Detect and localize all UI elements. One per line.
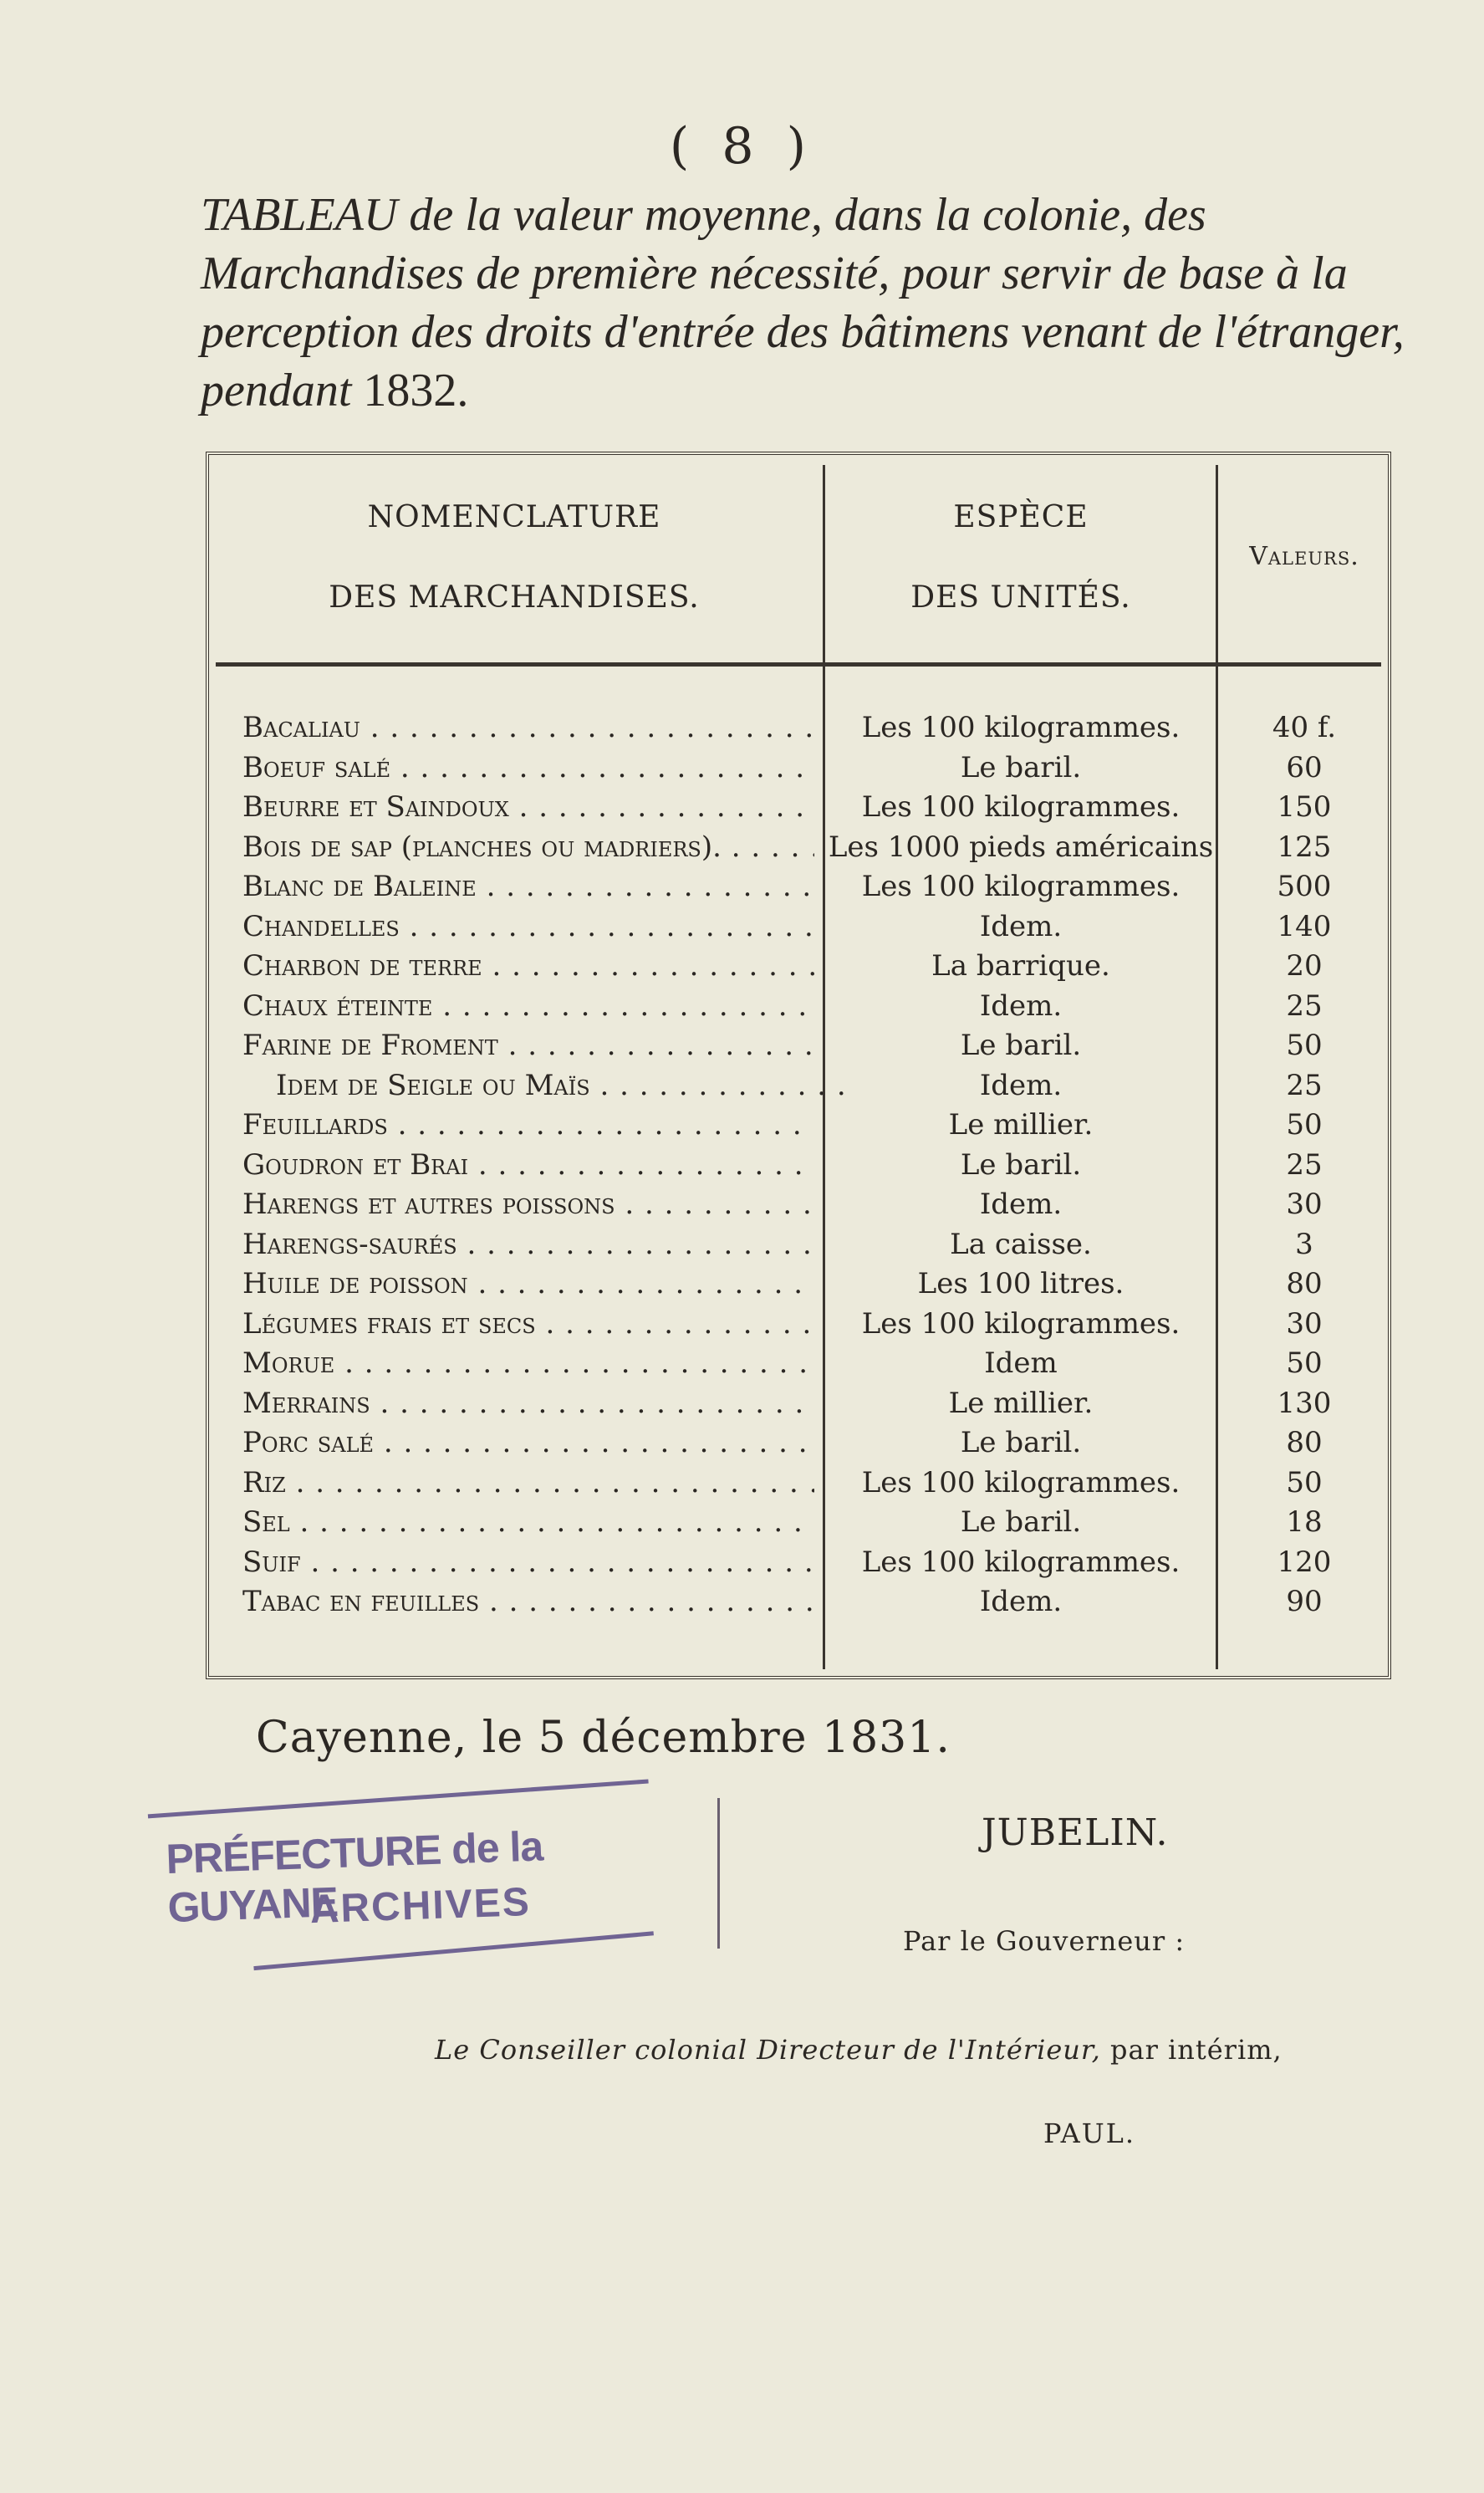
value-cell: 50 xyxy=(1286,1108,1323,1142)
value-cell: 25 xyxy=(1286,989,1323,1023)
value-cell: 20 xyxy=(1286,949,1323,983)
merchandise-name: Chaux éteinte . . . xyxy=(242,989,814,1023)
unit-cell: Idem. xyxy=(979,1068,1063,1102)
value-cell: 125 xyxy=(1277,830,1332,864)
unit-cell: La barrique. xyxy=(931,949,1110,983)
table-row xyxy=(0,751,1484,791)
table-row xyxy=(0,989,1484,1029)
value-cell: 40 f. xyxy=(1272,711,1337,744)
unit-cell: Idem. xyxy=(979,1585,1063,1618)
header-marchandises: DES MARCHANDISES. xyxy=(329,580,700,615)
unit-cell: Les 1000 pieds américains xyxy=(828,830,1214,864)
table-row xyxy=(0,1545,1484,1586)
table-row xyxy=(0,711,1484,751)
unit-cell: Les 100 litres. xyxy=(917,1267,1124,1300)
merchandise-name: Bacaliau . . . xyxy=(242,711,814,744)
value-cell: 25 xyxy=(1286,1068,1323,1102)
unit-cell: Le millier. xyxy=(948,1108,1094,1142)
table-row xyxy=(0,1267,1484,1307)
table-row xyxy=(0,1188,1484,1228)
unit-cell: Idem. xyxy=(979,989,1063,1023)
stamp-line-prefecture: PRÉFECTURE de la GUYANE xyxy=(165,1822,544,1932)
merchandise-name: Huile de poisson . . . xyxy=(242,1267,814,1300)
conseiller-interim: par intérim, xyxy=(1110,2034,1283,2066)
table-row xyxy=(0,1307,1484,1347)
unit-cell: Les 100 kilogrammes. xyxy=(861,790,1181,824)
unit-cell: Le baril. xyxy=(960,1029,1082,1062)
unit-cell: Les 100 kilogrammes. xyxy=(861,1545,1181,1579)
unit-cell: Le baril. xyxy=(960,1147,1082,1182)
header-espece: ESPÈCE xyxy=(953,500,1089,534)
second-signer: PAUL. xyxy=(1043,2118,1136,2149)
value-cell: 140 xyxy=(1277,909,1332,943)
unit-cell: Le baril. xyxy=(960,1505,1082,1539)
table-row xyxy=(0,1029,1484,1069)
header-rule xyxy=(216,662,1381,667)
table-row xyxy=(0,1466,1484,1506)
merchandise-name: Bois de sap (planches ou madriers). . . . xyxy=(242,830,814,864)
table-row xyxy=(0,1585,1484,1625)
merchandise-name: Blanc de Baleine . . . xyxy=(242,870,814,903)
table-row xyxy=(0,790,1484,830)
merchandise-name: Farine de Froment . . . xyxy=(242,1029,814,1062)
table-row xyxy=(0,910,1484,950)
merchandise-name: Merrains . . . xyxy=(242,1387,814,1420)
unit-cell: Idem. xyxy=(979,1188,1063,1221)
header-nomenclature: NOMENCLATURE xyxy=(367,500,661,534)
page-number: ( 8 ) xyxy=(669,117,815,176)
unit-cell: Les 100 kilogrammes. xyxy=(861,711,1181,744)
value-cell: 50 xyxy=(1286,1346,1323,1380)
unit-cell: Le baril. xyxy=(960,750,1082,784)
value-cell: 3 xyxy=(1295,1227,1313,1261)
unit-cell: Idem. xyxy=(979,909,1063,943)
page-title xyxy=(201,186,1405,420)
value-cell: 60 xyxy=(1286,750,1323,784)
table-row xyxy=(0,1148,1484,1188)
merchandise-name: Idem de Seigle ou Maïs . . . xyxy=(276,1069,848,1102)
unit-cell: La caisse. xyxy=(950,1227,1092,1261)
stamp-rule xyxy=(253,1931,654,1970)
value-cell: 90 xyxy=(1286,1585,1323,1618)
par-le-gouverneur: Par le Gouverneur : xyxy=(903,1925,1186,1957)
value-cell: 50 xyxy=(1286,1465,1323,1499)
unit-cell: Les 100 kilogrammes. xyxy=(861,870,1181,903)
table-row xyxy=(0,830,1484,871)
table-row xyxy=(0,1387,1484,1427)
unit-cell: Les 100 kilogrammes. xyxy=(861,1306,1181,1341)
merchandise-name: Légumes frais et secs . . . xyxy=(242,1307,814,1341)
unit-cell: Les 100 kilogrammes. xyxy=(861,1465,1181,1499)
value-cell: 150 xyxy=(1277,790,1332,824)
table-row xyxy=(0,1108,1484,1148)
unit-cell: Le baril. xyxy=(960,1426,1082,1459)
merchandise-name: Harengs-saurés . . . xyxy=(242,1228,814,1261)
merchandise-name: Harengs et autres poissons . . . xyxy=(242,1188,814,1221)
archive-stamp xyxy=(130,1787,688,1990)
signer-name: JUBELIN. xyxy=(982,1811,1169,1854)
table-row xyxy=(0,870,1484,910)
value-cell: 130 xyxy=(1277,1386,1332,1420)
title-text: TABLEAU de la valeur moyenne, dans la colonie, des Marchandises de première nécessité, pour servir de base à la perception des droits d'entrée des bâtimens venant de l'étranger, pendant xyxy=(201,189,1405,416)
value-cell: 80 xyxy=(1286,1267,1323,1300)
unit-cell: Idem xyxy=(984,1346,1058,1380)
value-cell: 80 xyxy=(1286,1426,1323,1459)
header-unites: DES UNITÉS. xyxy=(910,580,1131,615)
merchandise-name: Goudron et Brai . . . xyxy=(242,1148,814,1182)
value-cell: 30 xyxy=(1286,1188,1323,1221)
merchandise-name: Riz . . . xyxy=(242,1466,814,1499)
merchandise-name: Boeuf salé . . . xyxy=(242,751,814,784)
table-row xyxy=(0,1505,1484,1545)
table-row xyxy=(0,1228,1484,1268)
value-cell: 25 xyxy=(1286,1147,1323,1182)
merchandise-name: Charbon de terre . . . xyxy=(242,949,814,983)
conseiller-line xyxy=(435,2034,1283,2066)
merchandise-name: Suif . . . xyxy=(242,1545,814,1579)
value-cell: 18 xyxy=(1286,1505,1323,1539)
merchandise-name: Feuillards . . . xyxy=(242,1108,814,1142)
conseiller-title: Le Conseiller colonial Directeur de l'Intérieur, xyxy=(435,2034,1101,2066)
merchandise-name: Porc salé . . . xyxy=(242,1426,814,1459)
merchandise-name: Sel . . . xyxy=(242,1505,814,1539)
merchandise-name: Tabac en feuilles . . . xyxy=(242,1585,814,1618)
table-row xyxy=(0,1069,1484,1109)
header-valeurs: Valeurs. xyxy=(1249,542,1359,571)
value-cell: 500 xyxy=(1277,870,1332,903)
value-cell: 50 xyxy=(1286,1029,1323,1062)
stamp-rule xyxy=(148,1779,649,1818)
stamp-line-archives: ARCHIVES xyxy=(309,1879,532,1933)
merchandise-name: Morue . . . xyxy=(242,1346,814,1380)
date-line: Cayenne, le 5 décembre 1831. xyxy=(256,1713,951,1763)
merchandise-name: Beurre et Saindoux . . . xyxy=(242,790,814,824)
stamp-divider xyxy=(717,1798,720,1949)
merchandise-name: Chandelles . . . xyxy=(242,910,814,943)
unit-cell: Le millier. xyxy=(948,1386,1094,1420)
value-cell: 30 xyxy=(1286,1306,1323,1341)
title-year: 1832. xyxy=(363,365,469,416)
table-row xyxy=(0,1346,1484,1387)
value-cell: 120 xyxy=(1277,1545,1332,1579)
table-row xyxy=(0,1426,1484,1466)
table-row xyxy=(0,949,1484,989)
